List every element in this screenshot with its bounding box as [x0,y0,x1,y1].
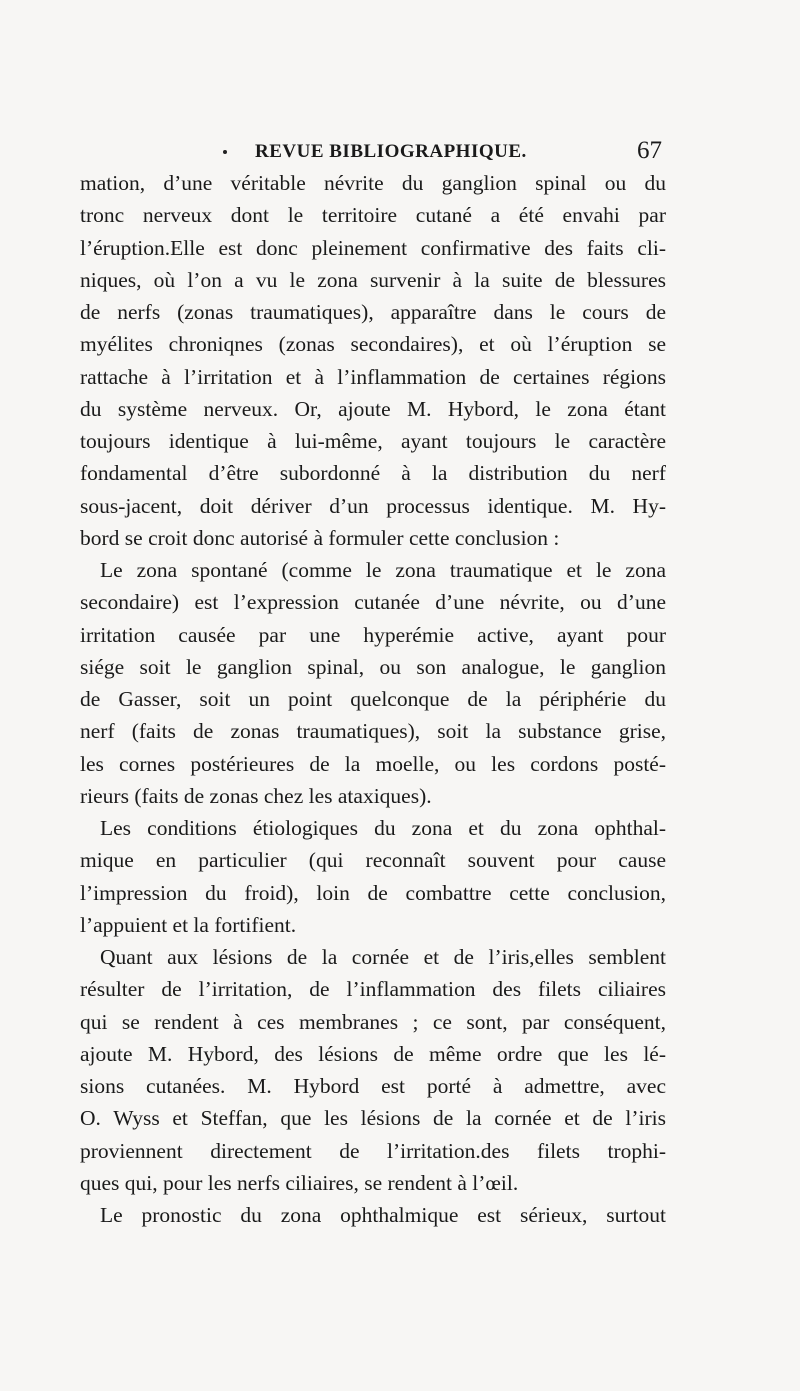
text-line: Les conditions étiologiques du zona et du zona ophthal- [100,816,666,840]
text-line: toujours identique à lui-même, ayant toujours le caractère [80,429,666,453]
body-text [80,167,666,1231]
paragraph [80,1199,666,1231]
text-line: myélites chroniqnes (zonas secondaires), et où l’éruption se [80,332,666,357]
text-line: sous-jacent, doit dériver d’un processus identique. M. Hy- [80,493,666,518]
text-line: proviennent directement de l’irritation.des filets trophi- [80,1138,666,1163]
text-line: bord se croit donc autorisé à formuler cette conclusion : [80,525,560,550]
text-line: rattache à l’irritation et à l’inflammation de certaines régions [80,364,666,389]
text-line: Quant aux lésions de la cornée et de l’iris,elles semblent [100,945,666,969]
text-line: Le zona spontané (comme le zona traumatique et le zona [100,558,666,582]
text-line: résulter de l’irritation, de l’inflammation des filets ciliaires [80,977,666,1002]
running-title: REVUE BIBLIOGRAPHIQUE. [255,141,527,162]
text-line: de nerfs (zonas traumatiques), apparaître dans le cours de [80,300,666,324]
paragraph [80,812,666,941]
text-line: niques, où l’on a vu le zona survenir à la suite de blessures [80,267,666,292]
running-header [80,137,662,171]
text-line: Le pronostic du zona ophthalmique est sérieux, surtout [100,1203,666,1227]
paragraph [80,941,666,1199]
text-line: ajoute M. Hybord, des lésions de même ordre que les lé- [80,1041,666,1066]
text-line: mation, d’une véritable névrite du ganglion spinal ou du [80,171,666,195]
text-line: O. Wyss et Steffan, que les lésions de la cornée et de l’iris [80,1106,666,1131]
paragraph [80,554,666,812]
text-line: ques qui, pour les nerfs ciliaires, se rendent à l’œil. [80,1170,519,1195]
text-line: nerf (faits de zonas traumatiques), soit la substance grise, [80,719,666,744]
text-line: qui se rendent à ces membranes ; ce sont, par conséquent, [80,1009,666,1034]
text-line: mique en particulier (qui reconnaît souvent pour cause [80,848,666,873]
text-line: secondaire) est l’expression cutanée d’une névrite, ou d’une [80,590,666,615]
page-number: 67 [637,137,662,164]
text-line: de Gasser, soit un point quelconque de la périphérie du [80,687,666,711]
text-line: fondamental d’être subordonné à la distribution du nerf [80,461,666,486]
text-line: rieurs (faits de zonas chez les ataxiques). [80,783,432,808]
text-line: l’éruption.Elle est donc pleinement confirmative des faits cli- [80,235,666,260]
text-line: tronc nerveux dont le territoire cutané a été envahi par [80,203,666,228]
text-line: l’impression du froid), loin de combattre cette conclusion, [80,880,666,905]
text-line: siége soit le ganglion spinal, ou son analogue, le ganglion [80,654,666,679]
text-line: les cornes postérieures de la moelle, ou les cordons posté- [80,751,666,776]
text-line: irritation causée par une hyperémie active, ayant pour [80,622,666,647]
text-line: l’appuient et la fortifient. [80,912,297,937]
paragraph [80,167,666,554]
text-line: sions cutanées. M. Hybord est porté à admettre, avec [80,1074,666,1098]
text-line: du système nerveux. Or, ajoute M. Hybord, le zona étant [80,396,666,421]
header-ornament-dot [223,150,227,154]
